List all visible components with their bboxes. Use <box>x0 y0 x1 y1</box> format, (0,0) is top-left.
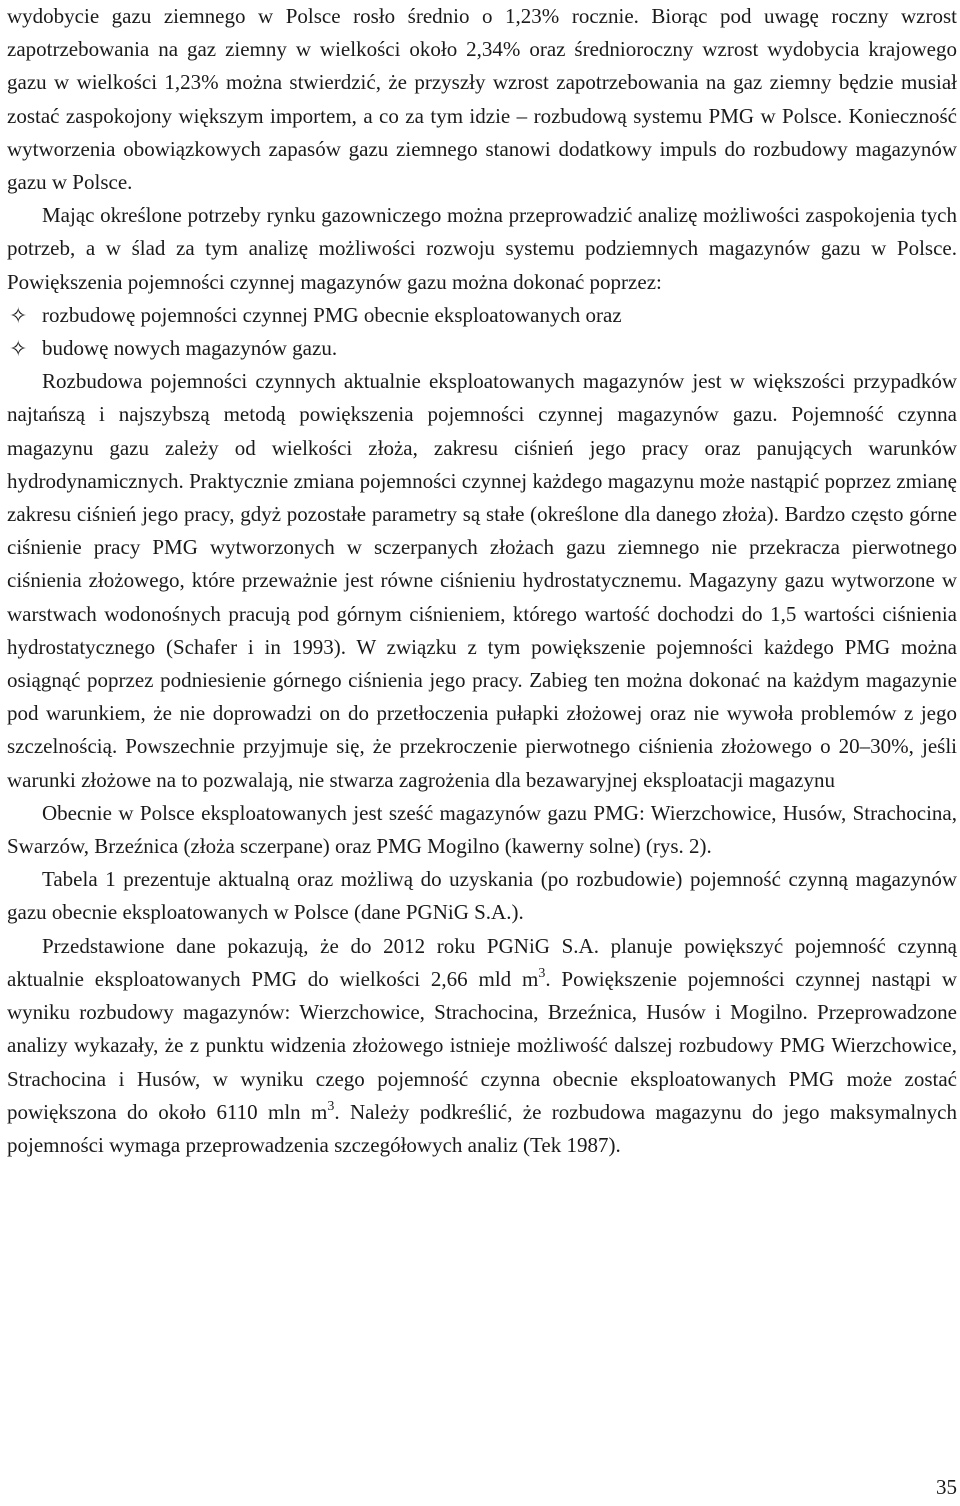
paragraph-6 <box>7 930 957 1162</box>
paragraph-1: wydobycie gazu ziemnego w Polsce rosło średnio o 1,23% rocznie. Biorąc pod uwagę roczny wzrost zapotrzebowania na gaz ziemny w wielkości około 2,34% oraz średnioroczny wzrost wydobycia krajowego gazu w wielkości 1,23% można stwierdzić, że przyszły wzrost zapotrzebowania na gaz ziemny będzie musiał zostać zaspokojony większym importem, a co za tym idzie – rozbudową systemu PMG w Polsce. Konieczność wytworzenia obowiązkowych zapasów gazu ziemnego stanowi dodatkowy impuls do rozbudowy magazynów gazu w Polsce. <box>7 4 957 195</box>
superscript-3: 3 <box>538 965 546 981</box>
paragraph-6-part-2: . Powiększenie pojemności czynnej nastąpi w wyniku rozbudowy magazynów: Wierzchowice, Strachocina, Brzeźnica, Husów i Mogilno. Przeprowadzone analizy wykazały, że z punktu widzenia złożowego istnieje możliwość dalszej rozbudowy PMG Wierzchowice, Strachocina i Husów, w wyniku czego pojemność czynna obecnie eksploatowanych PMG może zostać powiększona do około 6110 mln m <box>7 966 957 1124</box>
page-number: 35 <box>936 1475 957 1499</box>
paragraph-6-part-3: . Należy podkreślić, że rozbudowa magazynu do jego maksymalnych pojemności wymaga przeprowadzenia szczegółowych analiz (Tek 1987). <box>7 1099 957 1157</box>
paragraph-4: Obecnie w Polsce eksploatowanych jest sześć magazynów gazu PMG: Wierzchowice, Husów, Strachocina, Swarzów, Brzeźnica (złoża sczerpane) oraz PMG Mogilno (kawerny solne) (rys. 2). <box>7 800 957 859</box>
list-item-text: budowę nowych magazynów gazu. <box>42 336 338 361</box>
paragraph-6-part-1: Przedstawione dane pokazują, że do 2012 roku PGNiG S.A. planuje powiększyć pojemność czynną aktualnie eksploatowanych PMG do wielkości 2,66 mld m <box>7 933 957 991</box>
bullet-list <box>7 299 957 365</box>
superscript-3: 3 <box>327 1098 335 1114</box>
four-point-star-icon: ✧ <box>9 337 28 363</box>
four-point-star-icon: ✧ <box>9 303 28 329</box>
list-item-text: rozbudowę pojemności czynnej PMG obecnie eksploatowanych oraz <box>42 302 622 327</box>
paragraph-2: Mając określone potrzeby rynku gazowniczego można przeprowadzić analizę możliwości zaspokojenia tych potrzeb, a w ślad za tym analizę możliwości rozwoju systemu podziemnych magazynów gazu w Polsce. Powiększenia pojemności czynnej magazynów gazu można dokonać poprzez: <box>7 203 957 294</box>
paragraph-5: Tabela 1 prezentuje aktualną oraz możliwą do uzyskania (po rozbudowie) pojemność czynną magazynów gazu obecnie eksploatowanych w Polsce (dane PGNiG S.A.). <box>7 867 957 925</box>
document-body <box>7 0 957 1162</box>
list-item <box>7 332 957 365</box>
list-item <box>7 299 957 332</box>
paragraph-3: Rozbudowa pojemności czynnych aktualnie eksploatowanych magazynów jest w większości przypadków najtańszą i najszybszą metodą powiększenia pojemności czynnej magazynów gazu. Pojemność czynna magazynu gazu zależy od wielkości złoża, zakresu ciśnień jego pracy oraz panujących warunków hydrodynamicznych. Praktycznie zmiana pojemności czynnej każdego magazynu może nastąpić poprzez zmianę zakresu ciśnień jego pracy, gdyż pozostałe parametry są stałe (określone dla danego złoża). Bardzo często górne ciśnienie pracy PMG wytworzonych w sczerpanych złożach gazu ziemnego nie przekracza pierwotnego ciśnienia złożowego, które przeważnie jest równe ciśnieniu hydrostatycznemu. Magazyny gazu wytworzone w warstwach wodonośnych pracują pod górnym ciśnieniem, którego wartość dochodzi do 1,5 wartości ciśnienia hydrostatycznego (Schafer i in 1993). W związku z tym powiększenie pojemności każdego PMG można osiągnąć poprzez podniesienie górnego ciśnienia jego pracy. Zabieg ten można dokonać na każdym magazynie pod warunkiem, że nie doprowadzi on do przetłoczenia pułapki złożowej oraz nie wywoła problemów z jego szczelnością. Powszechnie przyjmuje się, że przekroczenie pierwotnego ciśnienia złożowego o 20–30%, jeśli warunki złożowe na to pozwalają, nie stwarza zagrożenia dla bezawaryjnej eksploatacji magazynu <box>7 369 957 792</box>
